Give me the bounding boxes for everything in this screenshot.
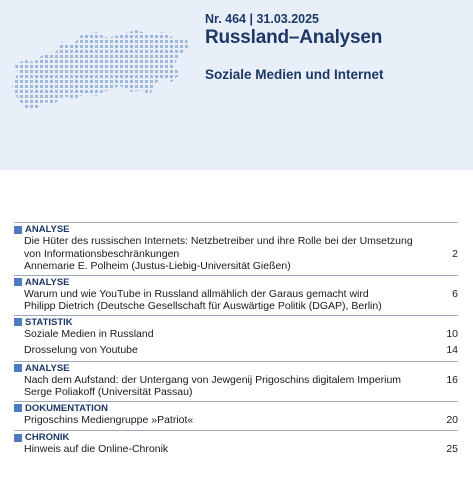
entry-title: Hinweis auf die Online-Chronik: [24, 443, 169, 455]
toc-section-analyse-3: [14, 361, 458, 399]
section-square-icon: [14, 404, 22, 412]
section-square-icon: [14, 278, 22, 286]
entry-title: Warum und wie YouTube in Russland allmählich der Garaus gemacht wird: [24, 287, 369, 300]
entry-author: Serge Poliakoff (Universität Passau): [24, 386, 193, 398]
toc-section-statistik: [14, 315, 458, 357]
section-type-label: DOKUMENTATION: [25, 402, 109, 414]
issue-number-date: Nr. 464 | 31.03.2025: [205, 12, 320, 26]
toc-entry[interactable]: [14, 288, 458, 313]
toc-section-analyse-1: [14, 222, 458, 273]
entry-page-number: 20: [446, 413, 458, 426]
section-type-label: ANALYSE: [25, 276, 70, 288]
table-of-contents: [14, 222, 458, 460]
entry-page-number: 6: [452, 288, 458, 300]
section-square-icon: [14, 434, 22, 442]
russia-map-icon: [4, 24, 194, 119]
entry-author: Philipp Dietrich (Deutsche Gesellschaft für Auswärtige Politik (DGAP), Berlin): [24, 300, 382, 312]
section-square-icon: [14, 226, 22, 234]
section-square-icon: [14, 318, 22, 326]
toc-entry[interactable]: [14, 443, 458, 456]
header-banner: [0, 0, 473, 170]
section-type-label: ANALYSE: [25, 362, 70, 374]
entry-page-number: 16: [446, 374, 458, 386]
toc-entry[interactable]: [14, 344, 458, 357]
section-type-label: STATISTIK: [25, 316, 73, 328]
entry-page-number: 14: [446, 344, 458, 356]
entry-title: Die Hüter des russischen Internets: Netzbetreiber und ihre Rolle bei der Umsetzung von Informationsbeschränkungen: [24, 235, 413, 260]
entry-title: Nach dem Aufstand: der Untergang von Jewgenij Prigoschins digitalem Imperium: [24, 373, 402, 386]
section-type-label: CHRONIK: [25, 432, 70, 443]
section-type-label: ANALYSE: [25, 224, 70, 235]
toc-entry[interactable]: [14, 374, 458, 399]
toc-entry[interactable]: [14, 235, 458, 273]
toc-section-chronik: [14, 430, 458, 456]
publication-title: Russland–Analysen: [205, 27, 383, 48]
entry-title: Soziale Medien in Russland: [24, 327, 154, 340]
entry-title: Prigoschins Mediengruppe »Patriot«: [24, 413, 194, 426]
toc-section-dokumentation: [14, 401, 458, 427]
entry-page-number: 25: [446, 443, 458, 455]
entry-page-number: 2: [452, 248, 458, 260]
entry-page-number: 10: [446, 327, 458, 340]
entry-author: Annemarie E. Polheim (Justus-Liebig-Universität Gießen): [24, 260, 291, 272]
toc-section-analyse-2: [14, 275, 458, 313]
issue-subtitle: Soziale Medien und Internet: [205, 67, 384, 82]
entry-title: Drosselung von Youtube: [24, 344, 138, 356]
toc-entry[interactable]: [14, 414, 458, 427]
section-square-icon: [14, 364, 22, 372]
toc-entry[interactable]: [14, 328, 458, 341]
